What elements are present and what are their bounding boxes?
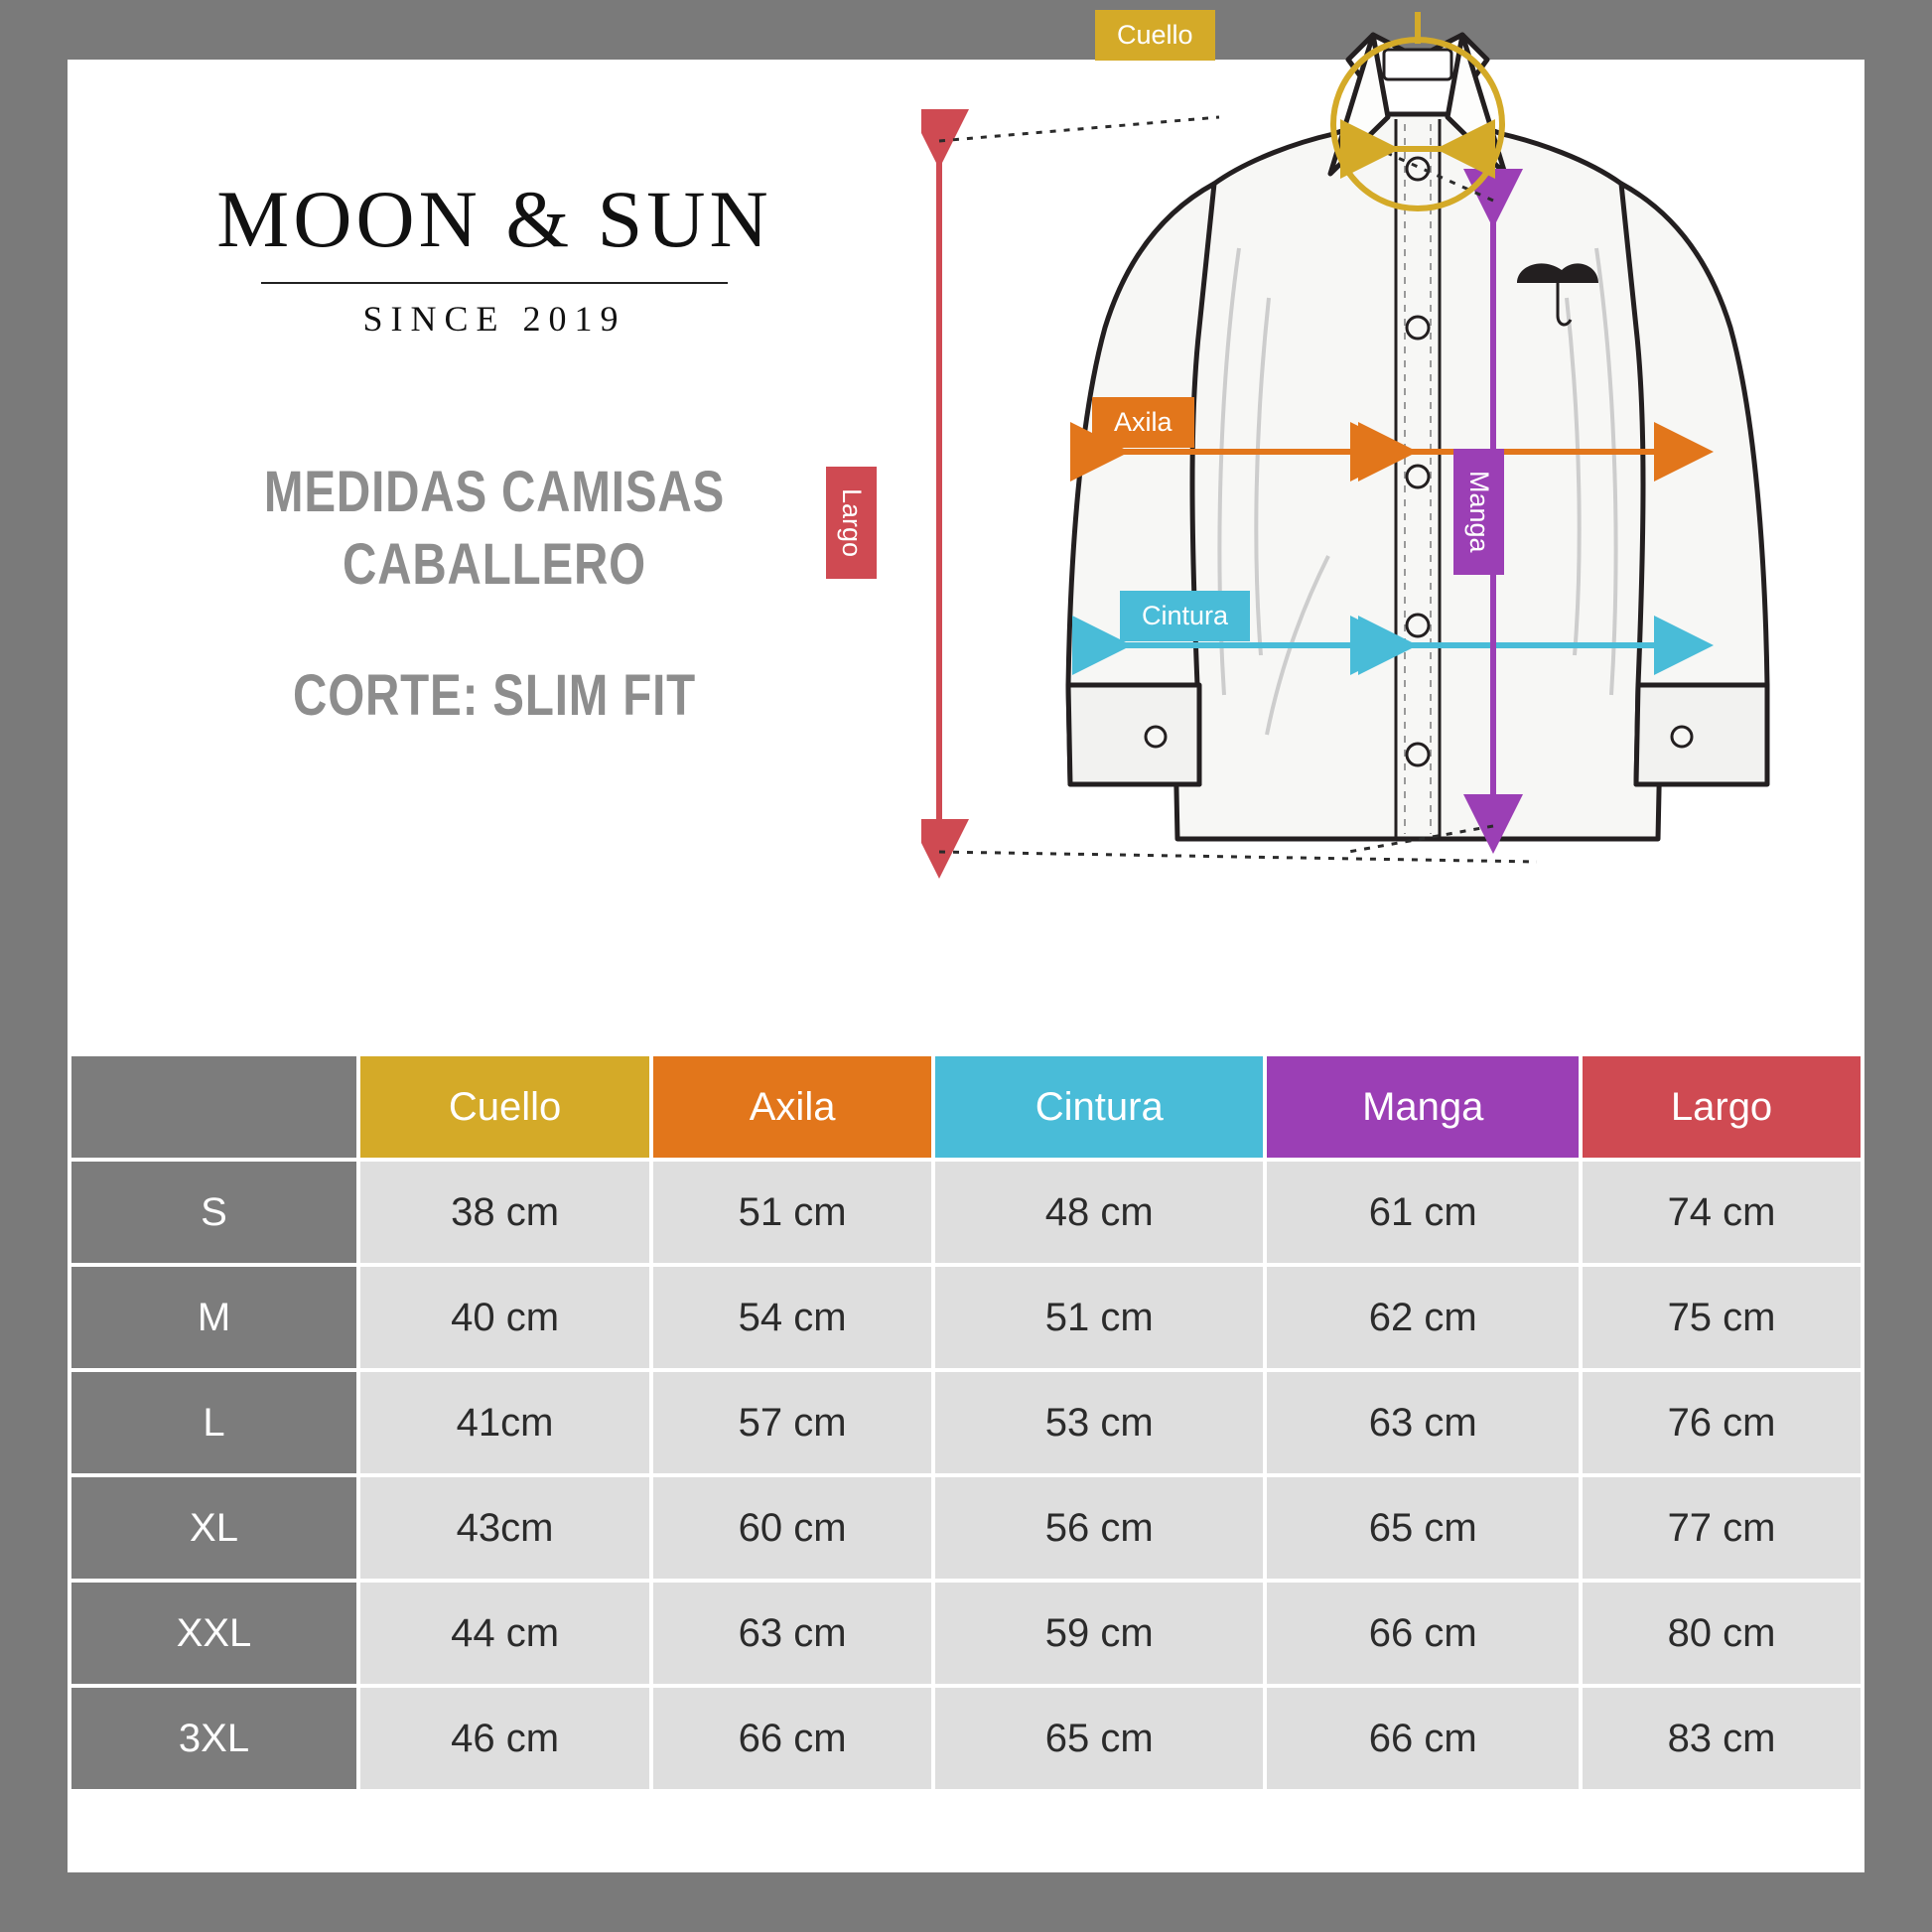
table-corner-cell (71, 1056, 356, 1158)
label-cintura: Cintura (1120, 591, 1250, 641)
shirt-diagram (837, 0, 1864, 1003)
cell-xl-cuello: 43cm (360, 1477, 649, 1579)
cell-l-cuello: 41cm (360, 1372, 649, 1473)
cell-3xl-cuello: 46 cm (360, 1688, 649, 1789)
cell-m-axila: 54 cm (653, 1267, 931, 1368)
column-header-manga: Manga (1267, 1056, 1579, 1158)
column-header-cintura: Cintura (935, 1056, 1263, 1158)
brand-since: SINCE 2019 (362, 299, 626, 339)
column-header-cuello: Cuello (360, 1056, 649, 1158)
title-line-2: CABALLERO (343, 531, 646, 597)
table-row (71, 1688, 1861, 1789)
cell-3xl-largo: 83 cm (1583, 1688, 1861, 1789)
label-axila: Axila (1092, 397, 1194, 448)
header-section (68, 20, 1864, 1052)
column-header-axila: Axila (653, 1056, 931, 1158)
row-size-s: S (71, 1162, 356, 1263)
cell-xxl-cintura: 59 cm (935, 1583, 1263, 1684)
table-row (71, 1267, 1861, 1368)
shirt-illustration-svg (921, 0, 1864, 1003)
cell-xl-largo: 77 cm (1583, 1477, 1861, 1579)
cell-xl-axila: 60 cm (653, 1477, 931, 1579)
size-table (68, 1052, 1864, 1793)
cell-s-manga: 61 cm (1267, 1162, 1579, 1263)
cell-l-largo: 76 cm (1583, 1372, 1861, 1473)
cell-xl-manga: 65 cm (1267, 1477, 1579, 1579)
title-line-3: CORTE: SLIM FIT (293, 663, 696, 728)
cell-l-cintura: 53 cm (935, 1372, 1263, 1473)
cell-xl-cintura: 56 cm (935, 1477, 1263, 1579)
cell-m-cintura: 51 cm (935, 1267, 1263, 1368)
brand-name: MOON & SUN (216, 174, 772, 264)
row-size-m: M (71, 1267, 356, 1368)
cell-3xl-manga: 66 cm (1267, 1688, 1579, 1789)
column-header-largo: Largo (1583, 1056, 1861, 1158)
label-largo: Largo (826, 467, 877, 579)
row-size-3xl: 3XL (71, 1688, 356, 1789)
cell-m-cuello: 40 cm (360, 1267, 649, 1368)
cell-s-largo: 74 cm (1583, 1162, 1861, 1263)
label-cuello: Cuello (1095, 10, 1215, 61)
label-manga: Manga (1453, 449, 1504, 575)
table-row (71, 1583, 1861, 1684)
cell-xxl-largo: 80 cm (1583, 1583, 1861, 1684)
cell-3xl-axila: 66 cm (653, 1688, 931, 1789)
table-row (71, 1477, 1861, 1579)
row-size-l: L (71, 1372, 356, 1473)
cell-s-axila: 51 cm (653, 1162, 931, 1263)
brand-block (68, 174, 921, 340)
cell-s-cintura: 48 cm (935, 1162, 1263, 1263)
row-size-xl: XL (71, 1477, 356, 1579)
cell-3xl-cintura: 65 cm (935, 1688, 1263, 1789)
table-header-row (71, 1056, 1861, 1158)
cell-l-axila: 57 cm (653, 1372, 931, 1473)
cell-m-largo: 75 cm (1583, 1267, 1861, 1368)
brand-divider (261, 282, 728, 284)
cell-xxl-cuello: 44 cm (360, 1583, 649, 1684)
cell-s-cuello: 38 cm (360, 1162, 649, 1263)
page-title (68, 457, 921, 729)
table-row (71, 1162, 1861, 1263)
title-line-1: MEDIDAS CAMISAS (263, 460, 726, 524)
size-chart-card (68, 20, 1864, 1872)
cell-l-manga: 63 cm (1267, 1372, 1579, 1473)
cell-xxl-axila: 63 cm (653, 1583, 931, 1684)
table-row (71, 1372, 1861, 1473)
cell-m-manga: 62 cm (1267, 1267, 1579, 1368)
row-size-xxl: XXL (71, 1583, 356, 1684)
size-table-wrapper (68, 1052, 1864, 1793)
cell-xxl-manga: 66 cm (1267, 1583, 1579, 1684)
